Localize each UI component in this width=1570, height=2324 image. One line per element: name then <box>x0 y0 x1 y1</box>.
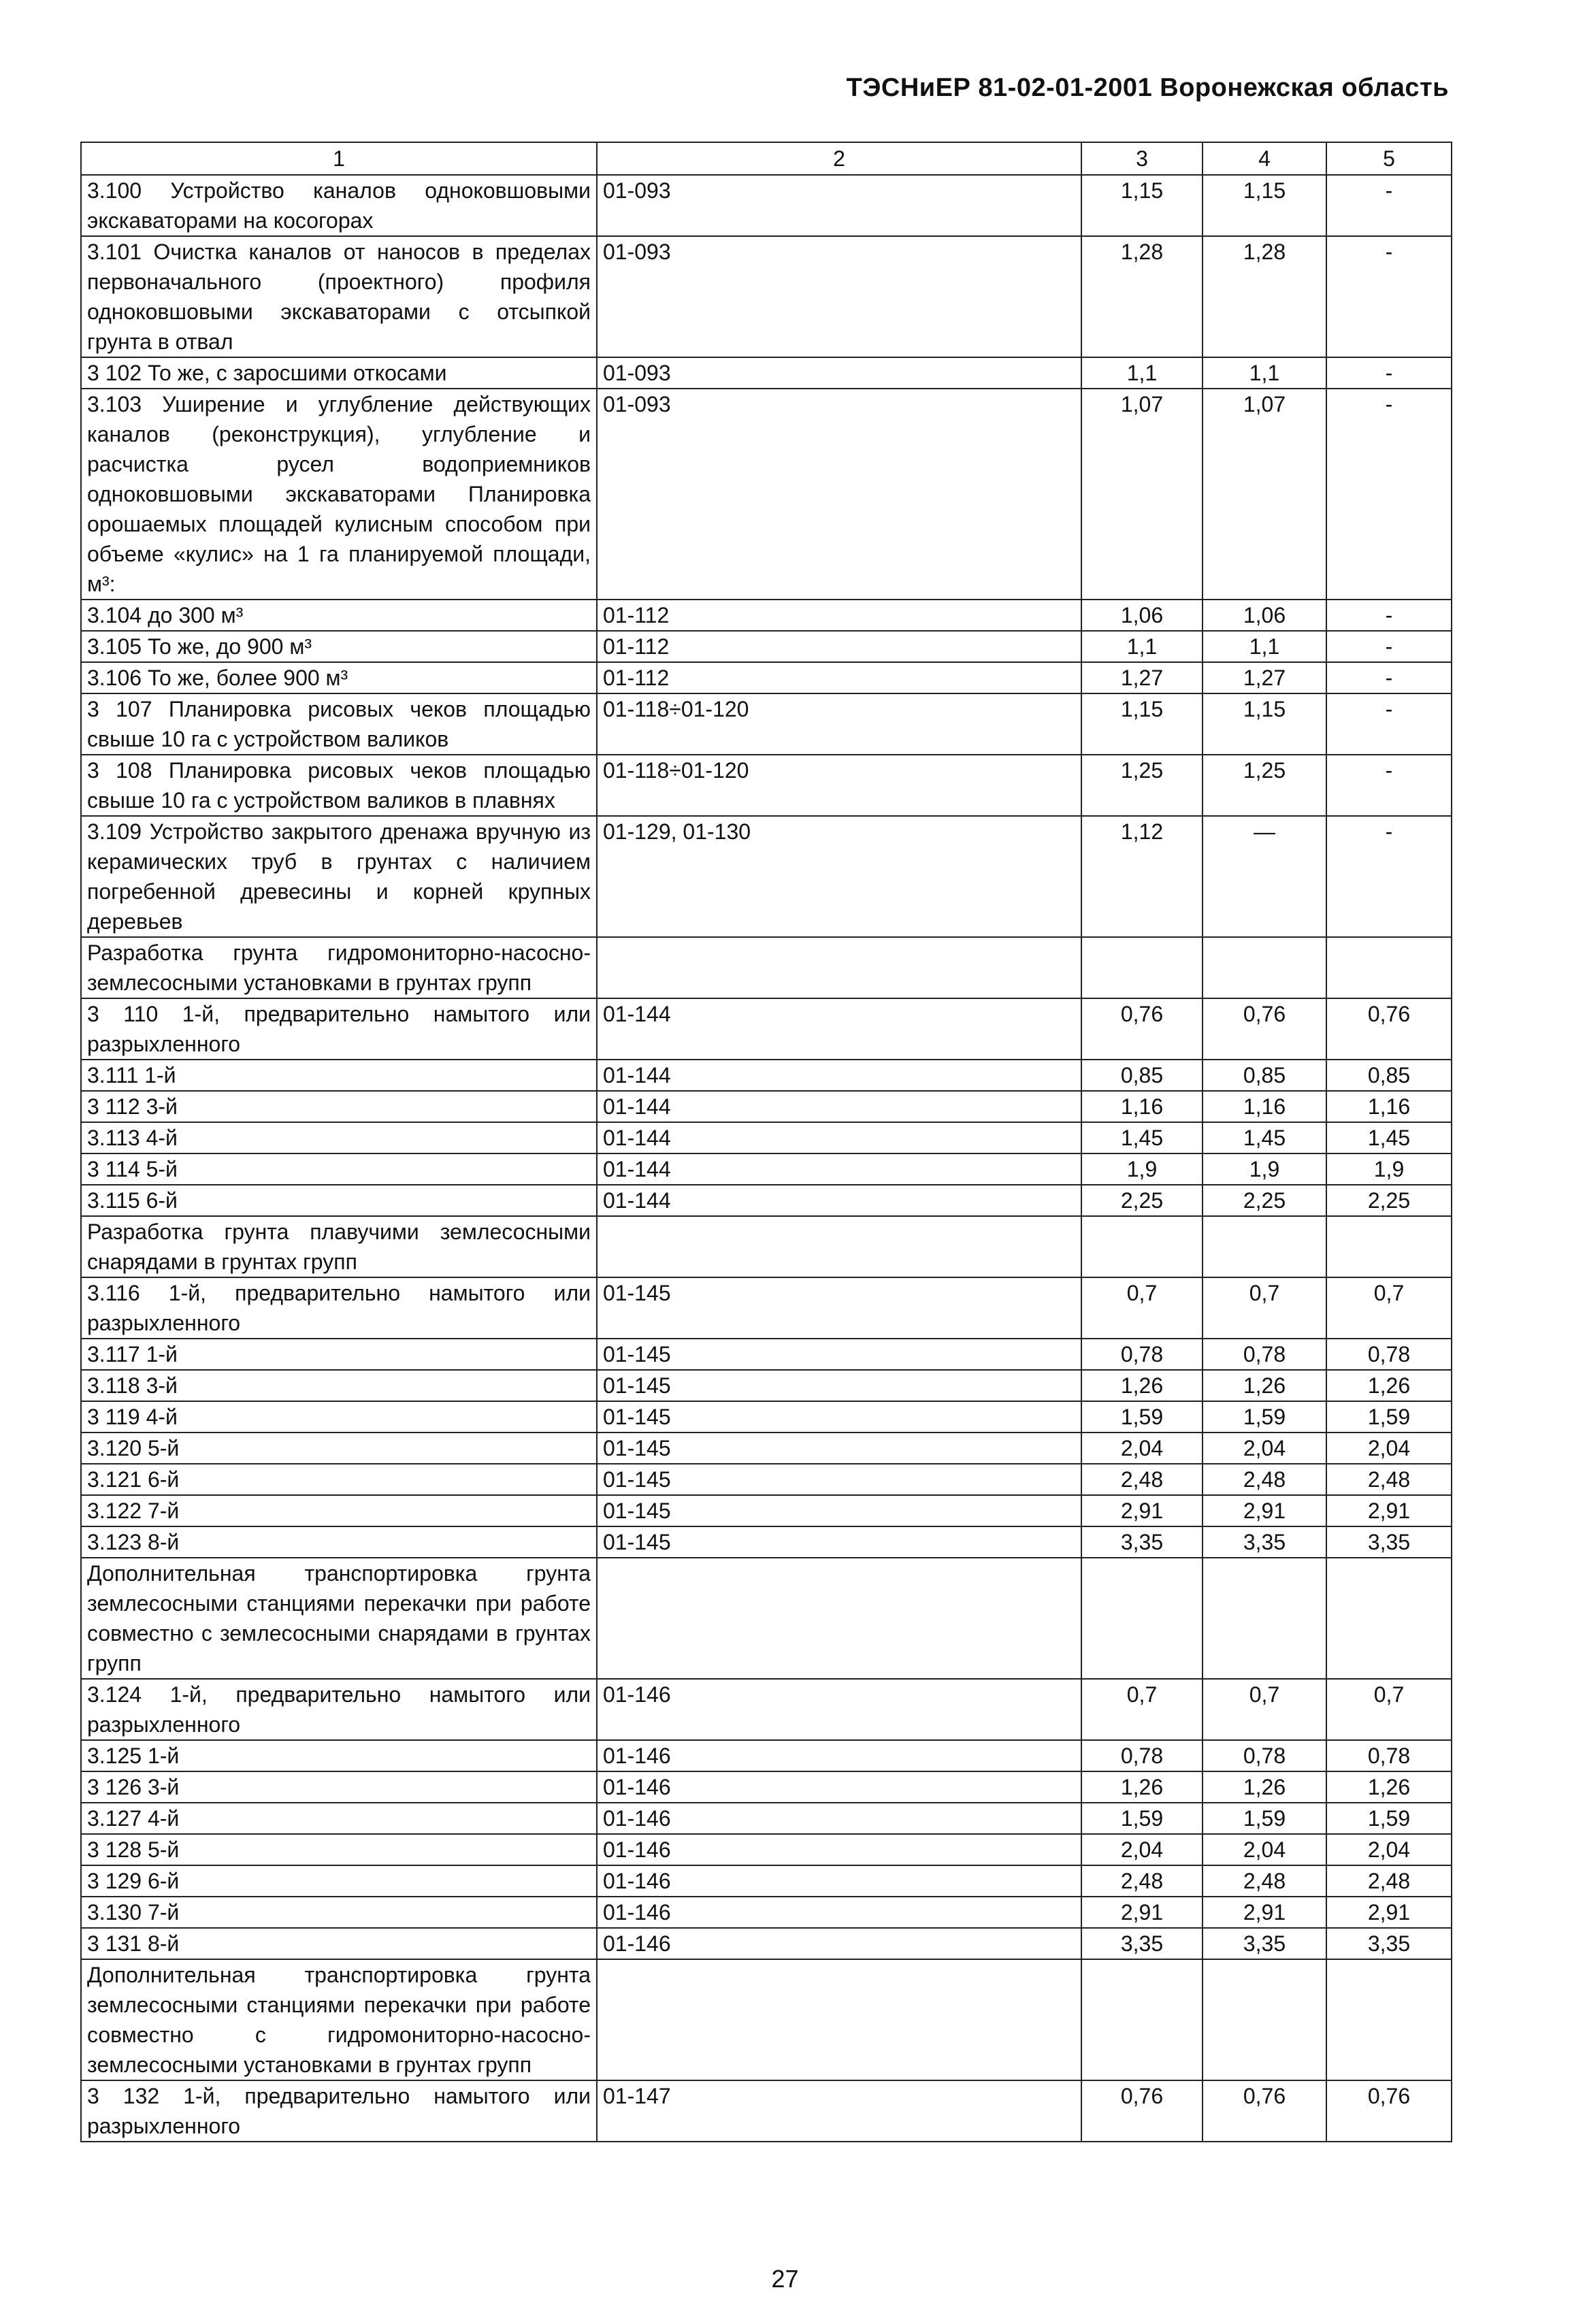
coefficient-col5-cell: 0,7 <box>1326 1277 1452 1339</box>
coefficient-col4-cell: 2,04 <box>1203 1433 1326 1464</box>
coefficient-col5-cell: 0,76 <box>1326 998 1452 1060</box>
table-row <box>81 1959 1452 2080</box>
work-description-cell: 3.123 8-й <box>81 1526 597 1558</box>
coefficient-col3-cell <box>1081 1558 1203 1679</box>
coefficient-col5-cell: 0,7 <box>1326 1679 1452 1740</box>
work-description-cell: 3.130 7-й <box>81 1897 597 1928</box>
coefficient-col3-cell: 2,48 <box>1081 1464 1203 1495</box>
norm-code-cell: 01-145 <box>597 1370 1081 1401</box>
column-header: 2 <box>597 142 1081 175</box>
norm-code-cell: 01-145 <box>597 1277 1081 1339</box>
norm-code-cell: 01-118÷01-120 <box>597 755 1081 816</box>
coefficient-col4-cell: 0,78 <box>1203 1339 1326 1370</box>
column-header: 5 <box>1326 142 1452 175</box>
coefficient-col5-cell: 0,78 <box>1326 1740 1452 1771</box>
table-row <box>81 1803 1452 1834</box>
table-row <box>81 175 1452 236</box>
table-row <box>81 1897 1452 1928</box>
coefficient-col4-cell: 1,1 <box>1203 357 1326 389</box>
work-description-cell: 3.127 4-й <box>81 1803 597 1834</box>
coefficient-col4-cell: 1,15 <box>1203 693 1326 755</box>
table-row <box>81 662 1452 693</box>
norm-code-cell: 01-146 <box>597 1740 1081 1771</box>
work-description-cell: 3.101 Очистка каналов от наносов в пределах первоначального (проектного) профиля одноковшовыми экскаваторами с отсыпкой грунта в отвал <box>81 236 597 357</box>
coefficient-col5-cell: 2,91 <box>1326 1897 1452 1928</box>
table-row <box>81 1433 1452 1464</box>
norm-code-cell: 01-146 <box>597 1865 1081 1897</box>
work-description-cell: 3.104 до 300 м³ <box>81 600 597 631</box>
coefficient-col3-cell: 1,1 <box>1081 357 1203 389</box>
coefficient-col4-cell <box>1203 1216 1326 1277</box>
coefficient-col5-cell <box>1326 937 1452 998</box>
coefficient-col4-cell: 0,85 <box>1203 1060 1326 1091</box>
coefficient-col4-cell <box>1203 1558 1326 1679</box>
table-row <box>81 631 1452 662</box>
table-row <box>81 1185 1452 1216</box>
coefficient-col3-cell: 1,15 <box>1081 175 1203 236</box>
work-description-cell: 3 114 5-й <box>81 1153 597 1185</box>
work-description-cell: 3.125 1-й <box>81 1740 597 1771</box>
coefficient-col4-cell: 2,04 <box>1203 1834 1326 1865</box>
coefficient-col4-cell: 1,07 <box>1203 389 1326 600</box>
table-row <box>81 1526 1452 1558</box>
coefficient-col4-cell: 1,9 <box>1203 1153 1326 1185</box>
coefficient-col3-cell: 1,1 <box>1081 631 1203 662</box>
coefficient-col4-cell: 1,25 <box>1203 755 1326 816</box>
norm-code-cell: 01-144 <box>597 1060 1081 1091</box>
norm-code-cell: 01-112 <box>597 631 1081 662</box>
table-row <box>81 2080 1452 2142</box>
work-description-cell: 3.103 Уширение и углубление действующих каналов (реконструкция), углубление и расчистка русел водоприемников одноковшовыми экскаваторами Планировка орошаемых площадей кулисным способом при объеме «кулис» на 1 га планируемой площади, м³: <box>81 389 597 600</box>
table-row <box>81 600 1452 631</box>
table-row <box>81 755 1452 816</box>
coefficient-col3-cell: 1,26 <box>1081 1370 1203 1401</box>
coefficient-col5-cell: - <box>1326 389 1452 600</box>
coefficient-col3-cell: 0,7 <box>1081 1679 1203 1740</box>
coefficient-col3-cell: 2,91 <box>1081 1495 1203 1526</box>
coefficient-col5-cell: 2,91 <box>1326 1495 1452 1526</box>
table-row <box>81 1091 1452 1122</box>
coefficient-col3-cell <box>1081 937 1203 998</box>
norm-code-cell: 01-144 <box>597 1122 1081 1153</box>
coefficient-col5-cell: 3,35 <box>1326 1928 1452 1959</box>
norm-code-cell <box>597 937 1081 998</box>
coefficient-col3-cell: 1,59 <box>1081 1401 1203 1433</box>
coefficient-col4-cell <box>1203 1959 1326 2080</box>
coefficient-col4-cell: 0,7 <box>1203 1277 1326 1339</box>
work-description-cell: 3 102 То же, с заросшими откосами <box>81 357 597 389</box>
coefficient-col5-cell: - <box>1326 357 1452 389</box>
coefficient-col4-cell: 2,25 <box>1203 1185 1326 1216</box>
table-row <box>81 1928 1452 1959</box>
table-header-row <box>81 142 1452 175</box>
coefficient-col5-cell <box>1326 1216 1452 1277</box>
coefficient-col4-cell: 0,76 <box>1203 998 1326 1060</box>
table-body <box>81 175 1452 2142</box>
coefficient-col5-cell: 0,76 <box>1326 2080 1452 2142</box>
work-description-cell: Дополнительная транспортировка грунта землесосными станциями перекачки при работе совместно с гидромониторно-насосно-землесосными установками в грунтах групп <box>81 1959 597 2080</box>
norm-code-cell: 01-145 <box>597 1401 1081 1433</box>
table-row <box>81 816 1452 937</box>
coefficient-col5-cell: 2,48 <box>1326 1865 1452 1897</box>
work-description-cell: 3.111 1-й <box>81 1060 597 1091</box>
work-description-cell: 3.120 5-й <box>81 1433 597 1464</box>
table-row <box>81 1060 1452 1091</box>
table-row <box>81 1771 1452 1803</box>
coefficient-col5-cell: - <box>1326 755 1452 816</box>
work-description-cell: 3.116 1-й, предварительно намытого или разрыхленного <box>81 1277 597 1339</box>
work-description-cell: 3 126 3-й <box>81 1771 597 1803</box>
coefficient-col4-cell: 1,15 <box>1203 175 1326 236</box>
work-description-cell: 3 128 5-й <box>81 1834 597 1865</box>
coefficient-col5-cell: 1,9 <box>1326 1153 1452 1185</box>
work-description-cell: 3 119 4-й <box>81 1401 597 1433</box>
coefficient-col3-cell: 2,25 <box>1081 1185 1203 1216</box>
coefficient-col5-cell: - <box>1326 600 1452 631</box>
coefficient-col5-cell: 1,59 <box>1326 1803 1452 1834</box>
column-header: 1 <box>81 142 597 175</box>
norm-code-cell: 01-146 <box>597 1803 1081 1834</box>
coefficient-col5-cell <box>1326 1959 1452 2080</box>
norm-code-cell: 01-093 <box>597 175 1081 236</box>
coefficient-col4-cell: 1,59 <box>1203 1401 1326 1433</box>
norm-code-cell <box>597 1216 1081 1277</box>
coefficient-col4-cell: 1,28 <box>1203 236 1326 357</box>
coefficient-col4-cell: 1,26 <box>1203 1370 1326 1401</box>
norm-code-cell: 01-129, 01-130 <box>597 816 1081 937</box>
table-row <box>81 1558 1452 1679</box>
coefficient-col5-cell: 1,26 <box>1326 1771 1452 1803</box>
coefficient-col3-cell: 1,27 <box>1081 662 1203 693</box>
work-description-cell: 3.122 7-й <box>81 1495 597 1526</box>
table-row <box>81 693 1452 755</box>
coefficient-col3-cell: 2,04 <box>1081 1834 1203 1865</box>
table-row <box>81 1401 1452 1433</box>
coefficient-col3-cell: 0,85 <box>1081 1060 1203 1091</box>
coefficient-col5-cell: 0,85 <box>1326 1060 1452 1091</box>
coefficient-col3-cell: 1,25 <box>1081 755 1203 816</box>
coefficient-col5-cell: 2,48 <box>1326 1464 1452 1495</box>
norm-code-cell: 01-112 <box>597 662 1081 693</box>
coefficient-col3-cell: 3,35 <box>1081 1526 1203 1558</box>
coefficient-col5-cell: - <box>1326 631 1452 662</box>
coefficient-col4-cell: 1,06 <box>1203 600 1326 631</box>
norm-code-cell: 01-093 <box>597 357 1081 389</box>
work-description-cell: 3.105 То же, до 900 м³ <box>81 631 597 662</box>
coefficient-col3-cell: 1,26 <box>1081 1771 1203 1803</box>
table-row <box>81 998 1452 1060</box>
norm-code-cell: 01-144 <box>597 1153 1081 1185</box>
coefficient-col4-cell: 0,76 <box>1203 2080 1326 2142</box>
coefficients-table <box>80 142 1452 2142</box>
norm-code-cell <box>597 1959 1081 2080</box>
table-row <box>81 1122 1452 1153</box>
norm-code-cell: 01-093 <box>597 389 1081 600</box>
norm-code-cell: 01-146 <box>597 1897 1081 1928</box>
coefficient-col5-cell: 2,04 <box>1326 1834 1452 1865</box>
norm-code-cell: 01-146 <box>597 1771 1081 1803</box>
coefficient-col4-cell: 2,48 <box>1203 1865 1326 1897</box>
work-description-cell: 3.109 Устройство закрытого дренажа вручную из керамических труб в грунтах с наличием погребенной древесины и корней крупных деревьев <box>81 816 597 937</box>
table-row <box>81 1464 1452 1495</box>
norm-code-cell: 01-112 <box>597 600 1081 631</box>
coefficient-col5-cell: - <box>1326 175 1452 236</box>
work-description-cell: Разработка грунта гидромониторно-насосно-землесосными установками в грунтах групп <box>81 937 597 998</box>
column-header: 4 <box>1203 142 1326 175</box>
coefficient-col3-cell: 0,76 <box>1081 2080 1203 2142</box>
table-row <box>81 1277 1452 1339</box>
norm-code-cell: 01-145 <box>597 1526 1081 1558</box>
coefficient-col5-cell: - <box>1326 693 1452 755</box>
work-description-cell: 3.117 1-й <box>81 1339 597 1370</box>
coefficient-col3-cell: 1,07 <box>1081 389 1203 600</box>
norm-code-cell: 01-145 <box>597 1433 1081 1464</box>
coefficient-col3-cell: 1,28 <box>1081 236 1203 357</box>
column-header: 3 <box>1081 142 1203 175</box>
work-description-cell: Разработка грунта плавучими землесосными снарядами в грунтах групп <box>81 1216 597 1277</box>
norm-code-cell: 01-146 <box>597 1834 1081 1865</box>
coefficient-col5-cell: - <box>1326 236 1452 357</box>
norm-code-cell: 01-147 <box>597 2080 1081 2142</box>
work-description-cell: 3 112 3-й <box>81 1091 597 1122</box>
coefficient-col4-cell: 2,48 <box>1203 1464 1326 1495</box>
coefficient-col3-cell: 1,45 <box>1081 1122 1203 1153</box>
coefficient-col5-cell: - <box>1326 662 1452 693</box>
coefficient-col5-cell <box>1326 1558 1452 1679</box>
norm-code-cell: 01-145 <box>597 1495 1081 1526</box>
coefficient-col4-cell: 3,35 <box>1203 1526 1326 1558</box>
coefficient-col3-cell <box>1081 1959 1203 2080</box>
coefficient-col3-cell: 0,7 <box>1081 1277 1203 1339</box>
page-number: 27 <box>771 2265 799 2293</box>
coefficient-col5-cell: - <box>1326 816 1452 937</box>
table-row <box>81 1495 1452 1526</box>
norm-code-cell: 01-144 <box>597 998 1081 1060</box>
table-row <box>81 357 1452 389</box>
norm-code-cell: 01-146 <box>597 1928 1081 1959</box>
coefficient-col4-cell: 3,35 <box>1203 1928 1326 1959</box>
coefficient-col3-cell: 0,78 <box>1081 1339 1203 1370</box>
work-description-cell: 3.121 6-й <box>81 1464 597 1495</box>
coefficient-col4-cell <box>1203 937 1326 998</box>
coefficient-col3-cell: 1,16 <box>1081 1091 1203 1122</box>
coefficient-col3-cell <box>1081 1216 1203 1277</box>
coefficient-col4-cell: 2,91 <box>1203 1495 1326 1526</box>
coefficient-col5-cell: 1,26 <box>1326 1370 1452 1401</box>
norm-code-cell: 01-146 <box>597 1679 1081 1740</box>
coefficient-col4-cell: 1,1 <box>1203 631 1326 662</box>
table-row <box>81 1679 1452 1740</box>
work-description-cell: 3.124 1-й, предварительно намытого или разрыхленного <box>81 1679 597 1740</box>
coefficient-col5-cell: 2,04 <box>1326 1433 1452 1464</box>
norm-code-cell: 01-144 <box>597 1091 1081 1122</box>
coefficient-col3-cell: 1,9 <box>1081 1153 1203 1185</box>
coefficient-col4-cell: 1,27 <box>1203 662 1326 693</box>
coefficient-col4-cell: 2,91 <box>1203 1897 1326 1928</box>
table-row <box>81 1339 1452 1370</box>
table-row <box>81 1153 1452 1185</box>
work-description-cell: 3.113 4-й <box>81 1122 597 1153</box>
coefficient-col4-cell: 0,78 <box>1203 1740 1326 1771</box>
table-row <box>81 1216 1452 1277</box>
coefficient-col5-cell: 3,35 <box>1326 1526 1452 1558</box>
coefficient-col5-cell: 1,59 <box>1326 1401 1452 1433</box>
table-row <box>81 1834 1452 1865</box>
coefficient-col5-cell: 0,78 <box>1326 1339 1452 1370</box>
coefficient-col5-cell: 2,25 <box>1326 1185 1452 1216</box>
coefficient-col4-cell: 1,16 <box>1203 1091 1326 1122</box>
work-description-cell: 3 131 8-й <box>81 1928 597 1959</box>
work-description-cell: 3.100 Устройство каналов одноковшовыми экскаваторами на косогорах <box>81 175 597 236</box>
coefficient-col4-cell: — <box>1203 816 1326 937</box>
norm-code-cell: 01-118÷01-120 <box>597 693 1081 755</box>
work-description-cell: 3.115 6-й <box>81 1185 597 1216</box>
table-row <box>81 389 1452 600</box>
coefficient-col3-cell: 1,15 <box>1081 693 1203 755</box>
norm-code-cell: 01-144 <box>597 1185 1081 1216</box>
document-header: ТЭСНиЕР 81-02-01-2001 Воронежская область <box>846 73 1449 102</box>
coefficient-col3-cell: 0,76 <box>1081 998 1203 1060</box>
table-row <box>81 1370 1452 1401</box>
coefficient-col3-cell: 2,48 <box>1081 1865 1203 1897</box>
work-description-cell: 3 107 Планировка рисовых чеков площадью свыше 10 га с устройством валиков <box>81 693 597 755</box>
norm-code-cell: 01-145 <box>597 1464 1081 1495</box>
coefficient-col4-cell: 1,59 <box>1203 1803 1326 1834</box>
table-row <box>81 937 1452 998</box>
work-description-cell: 3 129 6-й <box>81 1865 597 1897</box>
work-description-cell: 3.118 3-й <box>81 1370 597 1401</box>
coefficient-col4-cell: 0,7 <box>1203 1679 1326 1740</box>
norm-code-cell <box>597 1558 1081 1679</box>
coefficient-col3-cell: 1,59 <box>1081 1803 1203 1834</box>
table-row <box>81 1740 1452 1771</box>
coefficient-col4-cell: 1,26 <box>1203 1771 1326 1803</box>
work-description-cell: Дополнительная транспортировка грунта землесосными станциями перекачки при работе совместно с землесосными снарядами в грунтах групп <box>81 1558 597 1679</box>
table-row <box>81 236 1452 357</box>
coefficient-col3-cell: 2,04 <box>1081 1433 1203 1464</box>
work-description-cell: 3.106 То же, более 900 м³ <box>81 662 597 693</box>
coefficient-col5-cell: 1,45 <box>1326 1122 1452 1153</box>
work-description-cell: 3 108 Планировка рисовых чеков площадью свыше 10 га с устройством валиков в плавнях <box>81 755 597 816</box>
work-description-cell: 3 110 1-й, предварительно намытого или разрыхленного <box>81 998 597 1060</box>
coefficient-col3-cell: 1,12 <box>1081 816 1203 937</box>
norm-code-cell: 01-093 <box>597 236 1081 357</box>
coefficient-col4-cell: 1,45 <box>1203 1122 1326 1153</box>
norm-code-cell: 01-145 <box>597 1339 1081 1370</box>
work-description-cell: 3 132 1-й, предварительно намытого или разрыхленного <box>81 2080 597 2142</box>
coefficient-col5-cell: 1,16 <box>1326 1091 1452 1122</box>
table-row <box>81 1865 1452 1897</box>
coefficient-col3-cell: 3,35 <box>1081 1928 1203 1959</box>
coefficient-col3-cell: 1,06 <box>1081 600 1203 631</box>
coefficient-col3-cell: 0,78 <box>1081 1740 1203 1771</box>
coefficient-col3-cell: 2,91 <box>1081 1897 1203 1928</box>
